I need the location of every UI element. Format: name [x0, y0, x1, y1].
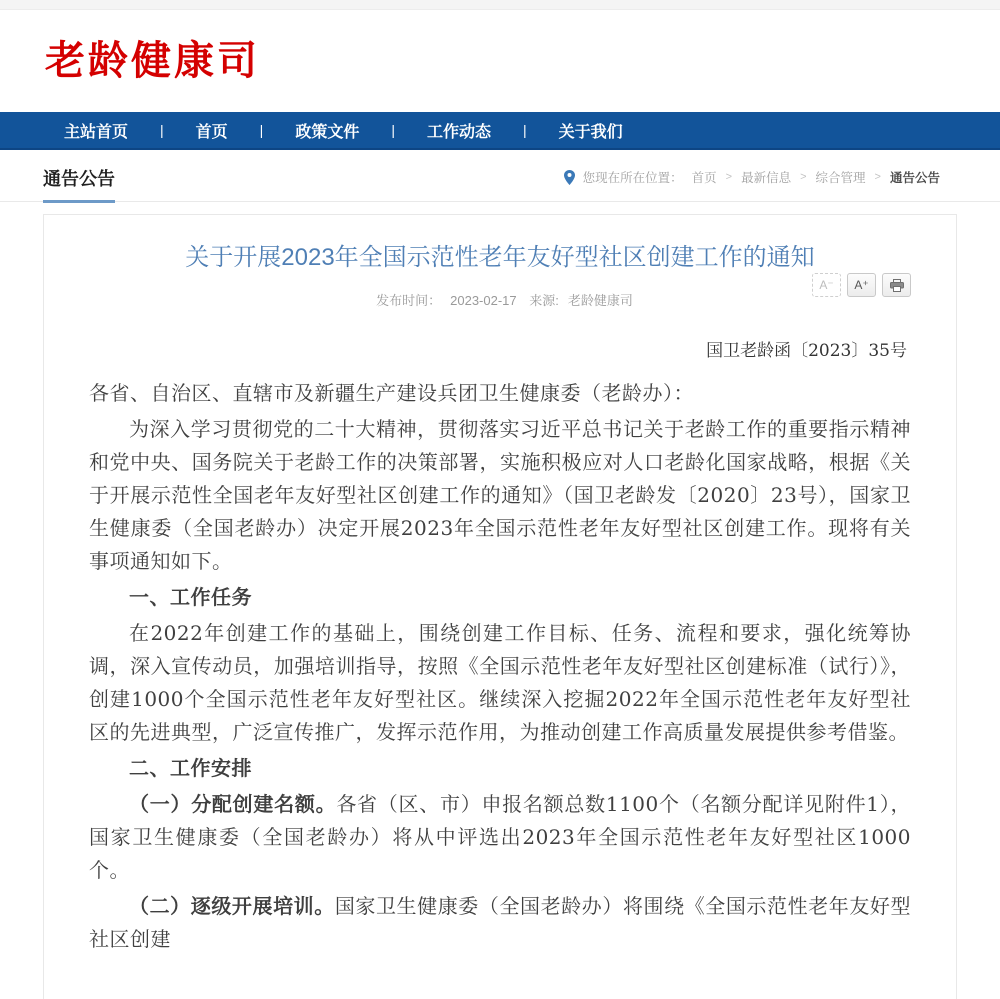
main-nav: [0, 112, 1000, 150]
breadcrumb-item-4: 通告公告: [889, 171, 940, 185]
breadcrumb-item-1[interactable]: 首页: [691, 171, 717, 185]
nav-item-2[interactable]: 首页: [195, 123, 228, 141]
article-meta: [89, 290, 911, 309]
article-paragraph: 为深入学习贯彻党的二十大精神，贯彻落实习近平总书记关于老龄工作的重要指示精神和党中央、国务院关于老龄工作的决策部署，实施积极应对人口老龄化国家战略，根据《关于开展示范性全国老年友好型社区创建工作的通知》（国卫老龄发〔2020〕23号），国家卫生健康委（全国老龄办）决定开展2023年全国示范性老年友好型社区创建工作。现将有关事项通知如下。: [89, 417, 911, 574]
article-heading: 一、工作任务: [129, 585, 252, 610]
breadcrumb-label: 您现在所在位置：: [582, 171, 683, 185]
nav-item-5[interactable]: 关于我们: [558, 123, 623, 141]
nav-item-4[interactable]: 工作动态: [426, 123, 491, 141]
source-value: 老龄健康司: [567, 293, 633, 309]
print-button[interactable]: [882, 273, 911, 297]
article-body: [89, 377, 911, 956]
nav-separator: |: [522, 122, 527, 138]
publish-date: 2023-02-17: [450, 293, 517, 309]
printer-icon: [890, 279, 904, 292]
article-card: [43, 214, 957, 999]
breadcrumb-bar: [0, 150, 1000, 202]
article-paragraph: （一）分配创建名额。各省（区、市）申报名额总数1100个（名额分配详见附件1），国家卫生健康委（全国老龄办）将从中评选出2023年全国示范性老年友好型社区1000个。: [89, 792, 911, 883]
font-larger-button[interactable]: A⁺: [847, 273, 876, 297]
nav-separator: |: [259, 122, 264, 138]
nav-item-3[interactable]: 政策文件: [295, 123, 360, 141]
top-strip: [0, 0, 1000, 10]
paragraph-lead: （一）分配创建名额。: [129, 792, 337, 817]
article-heading: 二、工作安排: [129, 756, 252, 781]
nav-separator: |: [160, 122, 164, 138]
nav-item-1[interactable]: 主站首页: [64, 123, 129, 141]
article-title: 关于开展2023年全国示范性老年友好型社区创建工作的通知: [185, 244, 815, 271]
font-smaller-button[interactable]: A⁻: [812, 273, 841, 297]
site-header: [0, 10, 1000, 112]
breadcrumb-item-2[interactable]: 最新信息: [741, 171, 792, 185]
location-pin-icon: [564, 170, 575, 185]
breadcrumb: [564, 168, 940, 201]
breadcrumb-separator: >: [800, 171, 807, 183]
breadcrumb-items: [692, 168, 940, 186]
section-title: 通告公告: [43, 169, 115, 203]
document-number: 国卫老龄函〔2023〕35号: [706, 341, 907, 362]
nav-separator: |: [391, 122, 395, 138]
breadcrumb-separator: >: [725, 171, 733, 183]
article-paragraph: （二）逐级开展培训。国家卫生健康委（全国老龄办）将围绕《全国示范性老年友好型社区创建: [89, 894, 912, 952]
breadcrumb-item-3[interactable]: 综合管理: [815, 171, 866, 185]
article-paragraph: 各省、自治区、直辖市及新疆生产建设兵团卫生健康委（老龄办）：: [89, 381, 694, 406]
paragraph-lead: （二）逐级开展培训。: [129, 894, 335, 919]
main-nav-items: [64, 119, 623, 142]
site-logo[interactable]: 老龄健康司: [45, 39, 260, 83]
article-tools: [812, 273, 911, 297]
source-label: 来源:: [529, 293, 559, 309]
breadcrumb-separator: >: [874, 171, 881, 183]
article-paragraph: 在2022年创建工作的基础上，围绕创建工作目标、任务、流程和要求，强化统筹协调，深入宣传动员，加强培训指导，按照《全国示范性老年友好型社区创建标准（试行）》，创建1000个全国示范性老年友好型社区。继续深入挖掘2022年全国示范性老年友好型社区的先进典型，广泛宣传推广，发挥示范作用，为推动创建工作高质量发展提供参考借鉴。: [89, 621, 911, 745]
publish-label: 发布时间：: [376, 293, 442, 309]
